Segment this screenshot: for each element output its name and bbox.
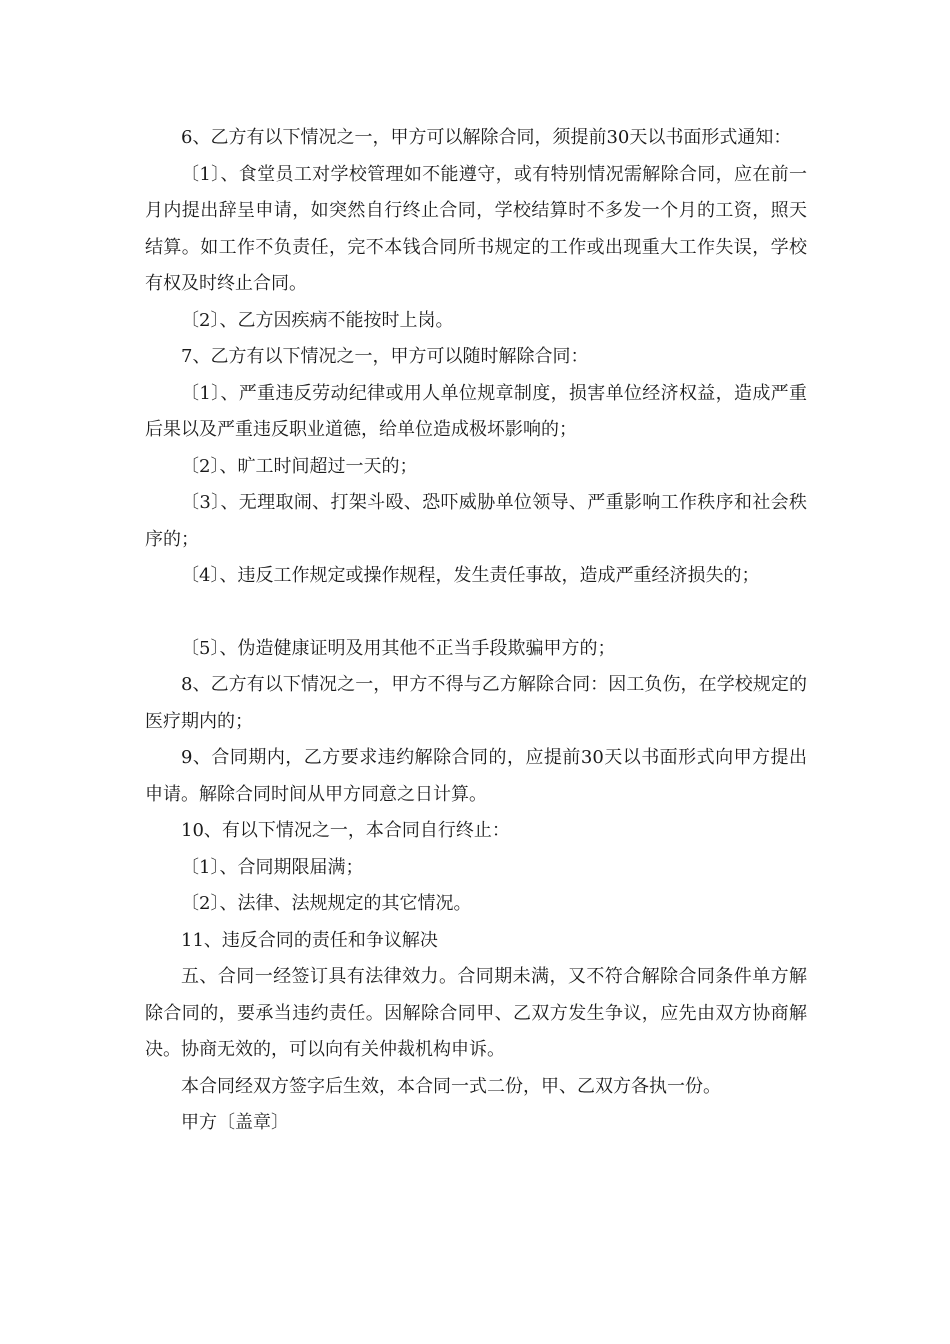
clause-7-item-1: 〔1〕、严重违反劳动纪律或用人单位规章制度，损害单位经济权益，造成严重后果以及严重违反职业道德，给单位造成极坏影响的； bbox=[145, 382, 807, 440]
clause-9: 9、合同期内，乙方要求违约解除合同的，应提前30天以书面形式向甲方提出申请。解除合同时间从甲方同意之日计算。 bbox=[145, 747, 807, 805]
clause-7-item-3: 〔3〕、无理取闹、打架斗殴、恐吓威胁单位领导、严重影响工作秩序和社会秩序的； bbox=[145, 492, 807, 550]
clause-7-item-2: 〔2〕、旷工时间超过一天的； bbox=[181, 455, 418, 477]
section-5: 五、合同一经签订具有法律效力。合同期未满，又不符合解除合同条件单方解除合同的，要承当违约责任。因解除合同甲、乙双方发生争议，应先由双方协商解决。协商无效的，可以向有关仲裁机构申诉。 bbox=[145, 966, 807, 1060]
clause-11: 11、违反合同的责任和争议解决 bbox=[181, 929, 438, 951]
clause-6: 6、乙方有以下情况之一，甲方可以解除合同，须提前30天以书面形式通知： bbox=[181, 127, 792, 148]
party-a-seal-line: 甲方〔盖章〕 bbox=[181, 1112, 289, 1133]
clause-6-item-1: 〔1〕、食堂员工对学校管理如不能遵守，或有特别情况需解除合同，应在前一月内提出辞呈申请，如突然自行终止合同，学校结算时不多发一个月的工资，照天结算。如工作不负责任，完不本钱合同所书规定的工作或出现重大工作失误，学校有权及时终止合同。 bbox=[145, 163, 807, 294]
clause-7-item-5: 〔5〕、伪造健康证明及用其他不正当手段欺骗甲方的； bbox=[181, 637, 616, 659]
blank-line bbox=[145, 595, 807, 631]
clause-10-item-1: 〔1〕、合同期限届满； bbox=[181, 856, 364, 878]
document-body bbox=[145, 120, 807, 1142]
clause-10-item-2: 〔2〕、法律、法规规定的其它情况。 bbox=[181, 893, 472, 914]
clause-6-item-2: 〔2〕、乙方因疾病不能按时上岗。 bbox=[181, 309, 454, 331]
clause-7: 7、乙方有以下情况之一，甲方可以随时解除合同： bbox=[181, 346, 589, 367]
effectiveness-statement: 本合同经双方签字后生效，本合同一式二份，甲、乙双方各执一份。 bbox=[181, 1075, 721, 1097]
clause-7-item-4: 〔4〕、违反工作规定或操作规程，发生责任事故，造成严重经济损失的； bbox=[181, 565, 760, 586]
clause-10: 10、有以下情况之一，本合同自行终止： bbox=[181, 820, 510, 841]
clause-8: 8、乙方有以下情况之一，甲方不得与乙方解除合同：因工负伤，在学校规定的医疗期内的； bbox=[145, 674, 807, 732]
